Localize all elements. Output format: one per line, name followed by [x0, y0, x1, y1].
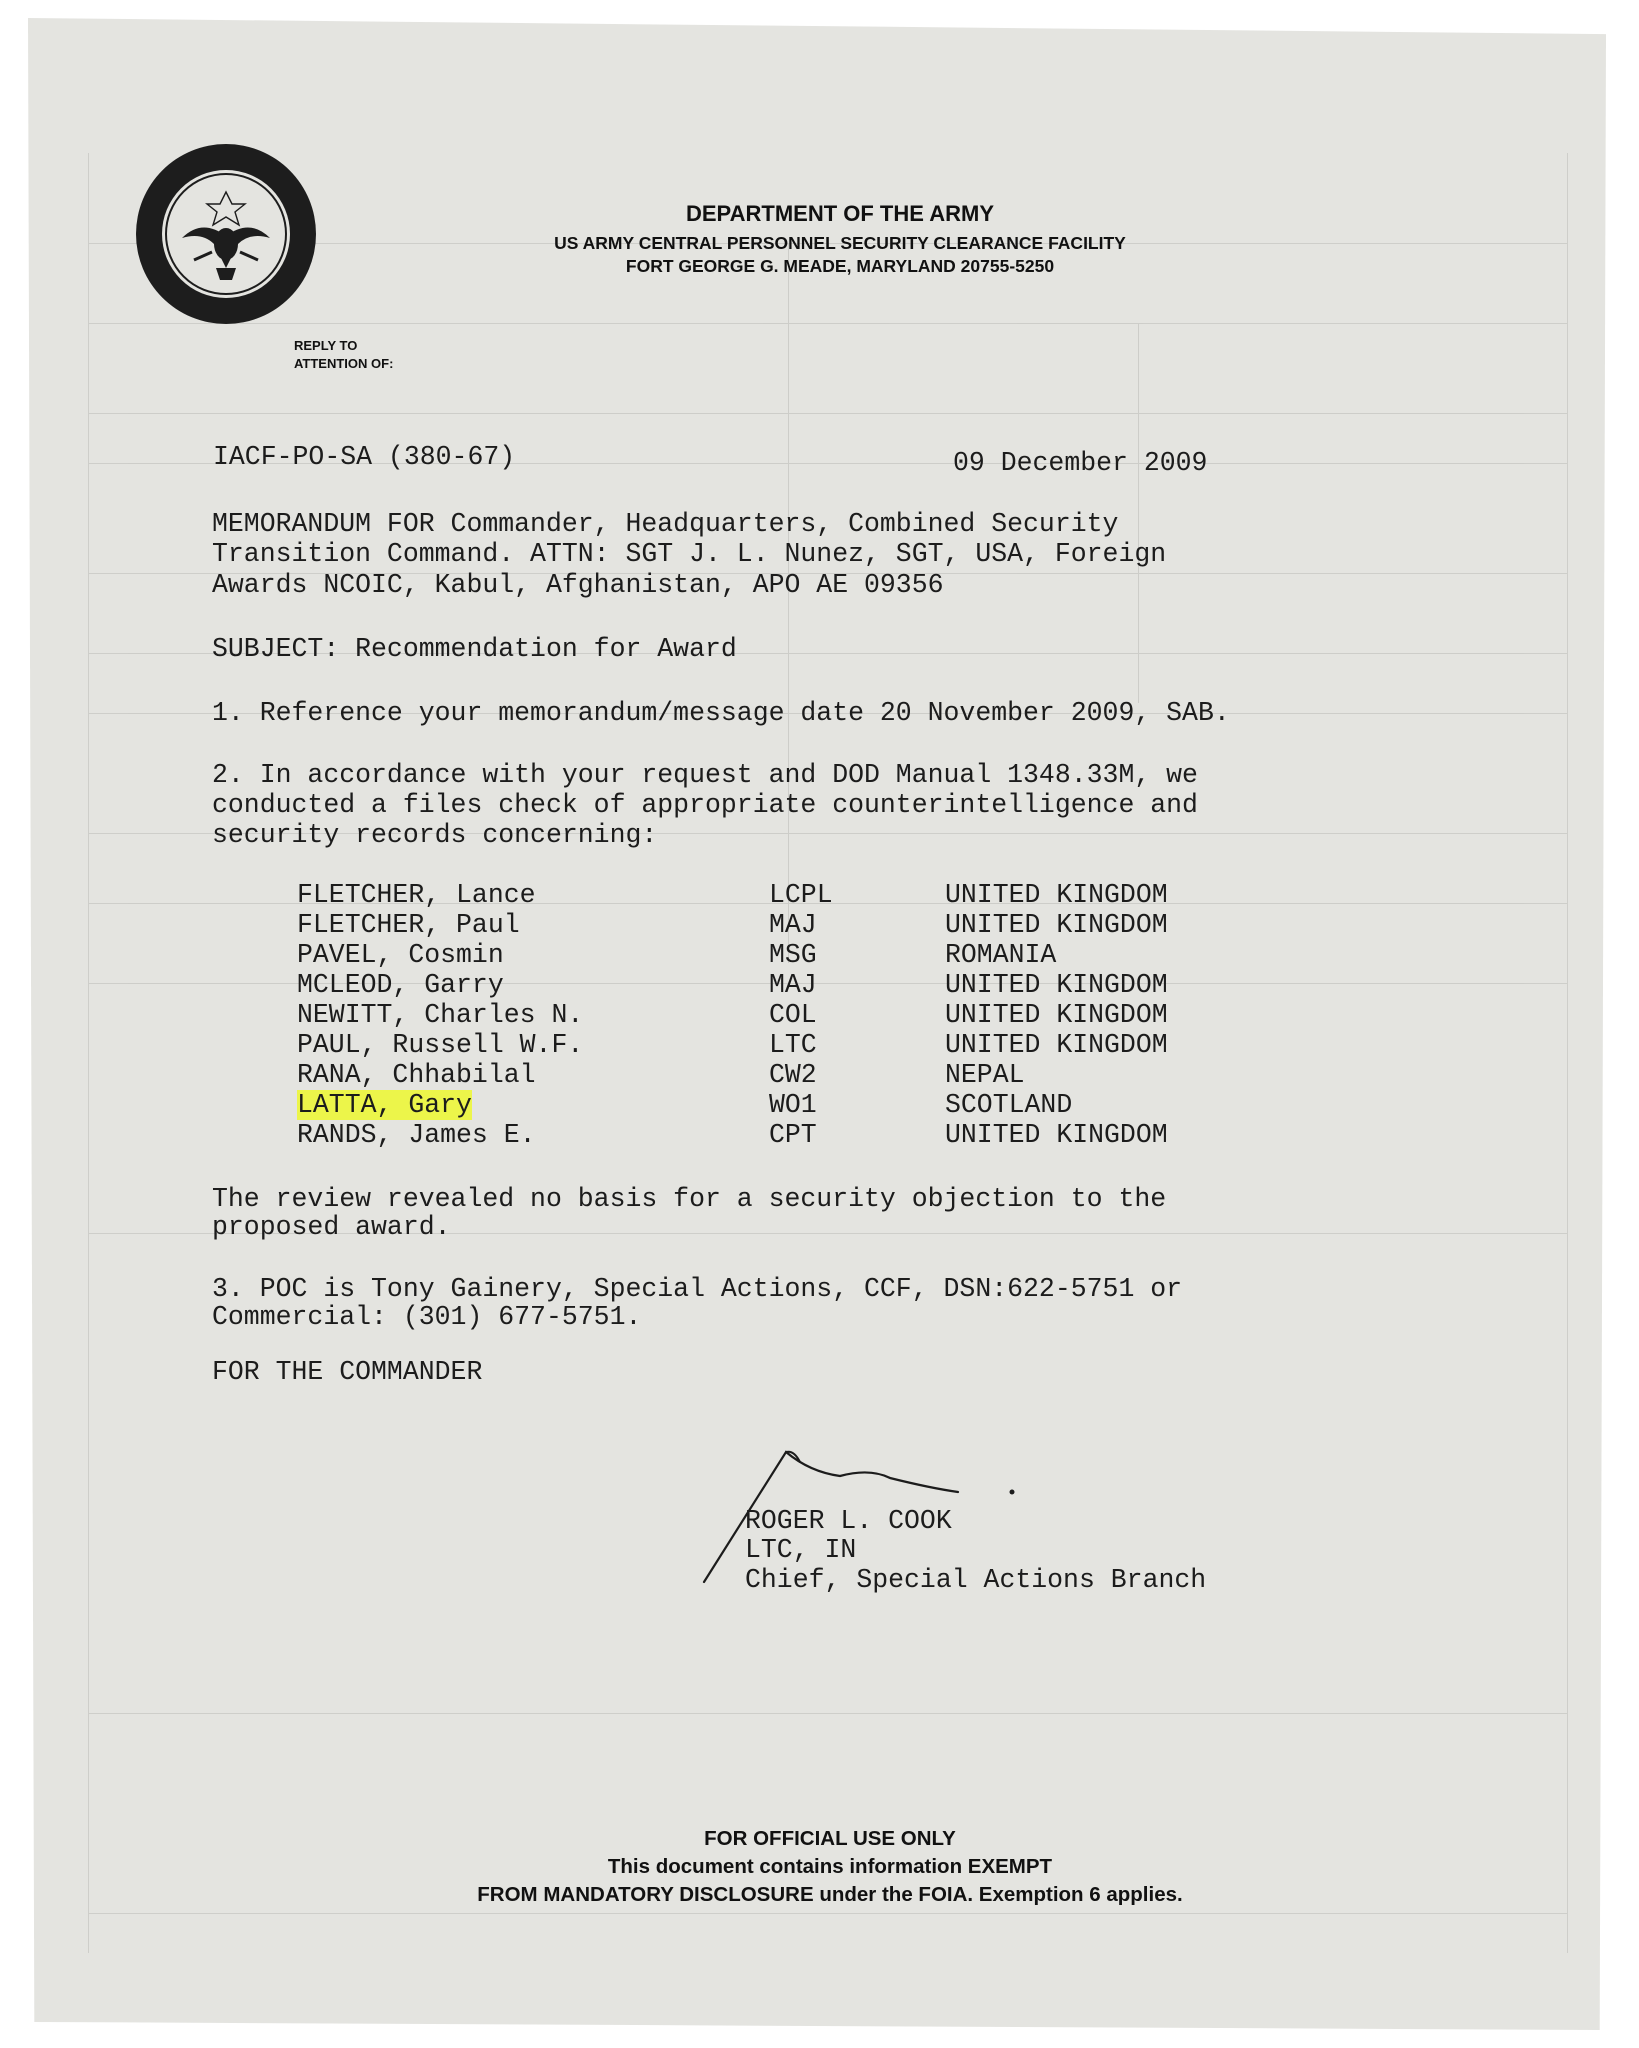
- roster-row: [297, 1030, 1168, 1060]
- roster-row: [297, 910, 1168, 940]
- roster-rank: LCPL: [769, 880, 833, 910]
- roster-rank: MAJ: [769, 970, 817, 1000]
- letterhead-line-2: US ARMY CENTRAL PERSONNEL SECURITY CLEARANCE FACILITY: [554, 233, 1126, 253]
- roster-country: UNITED KINGDOM: [945, 880, 1168, 910]
- roster-row-highlighted: [297, 1090, 1168, 1120]
- paragraph-2-line-3: security records concerning:: [212, 820, 658, 850]
- roster-name: PAVEL, Cosmin: [297, 940, 504, 970]
- office-symbol: IACF-PO-SA (380-67): [213, 442, 516, 472]
- signer-name: ROGER L. COOK: [745, 1506, 952, 1536]
- reply-to-label: REPLY TO: [294, 338, 358, 353]
- subject-line: SUBJECT: Recommendation for Award: [212, 634, 737, 664]
- memorandum-for-line-1: MEMORANDUM FOR Commander, Headquarters, Combined Security: [212, 509, 1119, 539]
- roster-country: NEPAL: [945, 1060, 1025, 1090]
- roster-country: UNITED KINGDOM: [945, 1120, 1168, 1150]
- memorandum-for-line-2: Transition Command. ATTN: SGT J. L. Nunez, SGT, USA, Foreign: [212, 539, 1167, 569]
- roster-name: FLETCHER, Paul: [297, 910, 520, 940]
- roster-name: FLETCHER, Lance: [297, 880, 536, 910]
- memo-date: 09 December 2009: [953, 448, 1208, 478]
- letterhead-line-1: DEPARTMENT OF THE ARMY: [686, 201, 994, 226]
- roster-rank: CW2: [769, 1060, 817, 1090]
- roster-row: [297, 1000, 1168, 1030]
- paragraph-3-line-2: Commercial: (301) 677-5751.: [212, 1302, 642, 1332]
- signer-rank-branch: LTC, IN: [745, 1535, 857, 1565]
- attention-of-label: ATTENTION OF:: [294, 356, 394, 371]
- roster-rank: COL: [769, 1000, 817, 1030]
- paragraph-3-line-1: 3. POC is Tony Gainery, Special Actions, CCF, DSN:622-5751 or: [212, 1274, 1183, 1304]
- roster-rank: CPT: [769, 1120, 817, 1150]
- footer-foia: FROM MANDATORY DISCLOSURE under the FOIA. Exemption 6 applies.: [477, 1883, 1183, 1906]
- roster-name: PAUL, Russell W.F.: [297, 1030, 584, 1060]
- review-line-2: proposed award.: [212, 1212, 451, 1242]
- roster-row: [297, 1120, 1168, 1150]
- roster-country: UNITED KINGDOM: [945, 910, 1168, 940]
- roster-row: [297, 970, 1168, 1000]
- review-line-1: The review revealed no basis for a security objection to the: [212, 1184, 1167, 1214]
- roster-row: [297, 940, 1168, 970]
- roster-name: NEWITT, Charles N.: [297, 1000, 584, 1030]
- footer-exempt: This document contains information EXEMPT: [607, 1855, 1053, 1878]
- roster-name: MCLEOD, Garry: [297, 970, 504, 1000]
- roster-rank: MSG: [769, 940, 817, 970]
- roster-name: RANA, Chhabilal: [297, 1060, 536, 1090]
- signer-title: Chief, Special Actions Branch: [745, 1565, 1207, 1595]
- letterhead-line-3: FORT GEORGE G. MEADE, MARYLAND 20755-5250: [625, 256, 1055, 276]
- department-of-defense-seal: [132, 140, 320, 328]
- footer-fouo: FOR OFFICIAL USE ONLY: [704, 1827, 956, 1850]
- paragraph-2-line-2: conducted a files check of appropriate counterintelligence and: [212, 790, 1198, 820]
- roster-country: SCOTLAND: [945, 1090, 1073, 1120]
- roster-rank: LTC: [769, 1030, 817, 1060]
- roster-country: UNITED KINGDOM: [945, 970, 1168, 1000]
- personnel-roster: [297, 880, 1168, 1150]
- roster-country: ROMANIA: [945, 940, 1057, 970]
- for-the-commander: FOR THE COMMANDER: [212, 1357, 483, 1387]
- paragraph-1: 1. Reference your memorandum/message date 20 November 2009, SAB.: [212, 698, 1230, 728]
- roster-name-highlighted: LATTA, Gary: [297, 1090, 472, 1120]
- roster-rank: MAJ: [769, 910, 817, 940]
- paragraph-2-line-1: 2. In accordance with your request and DOD Manual 1348.33M, we: [212, 760, 1198, 790]
- memorandum-for-line-3: Awards NCOIC, Kabul, Afghanistan, APO AE 09356: [212, 570, 944, 600]
- roster-row: [297, 880, 1168, 910]
- roster-country: UNITED KINGDOM: [945, 1000, 1168, 1030]
- roster-rank: WO1: [769, 1090, 817, 1120]
- roster-name: RANDS, James E.: [297, 1120, 536, 1150]
- roster-row: [297, 1060, 1168, 1090]
- roster-country: UNITED KINGDOM: [945, 1030, 1168, 1060]
